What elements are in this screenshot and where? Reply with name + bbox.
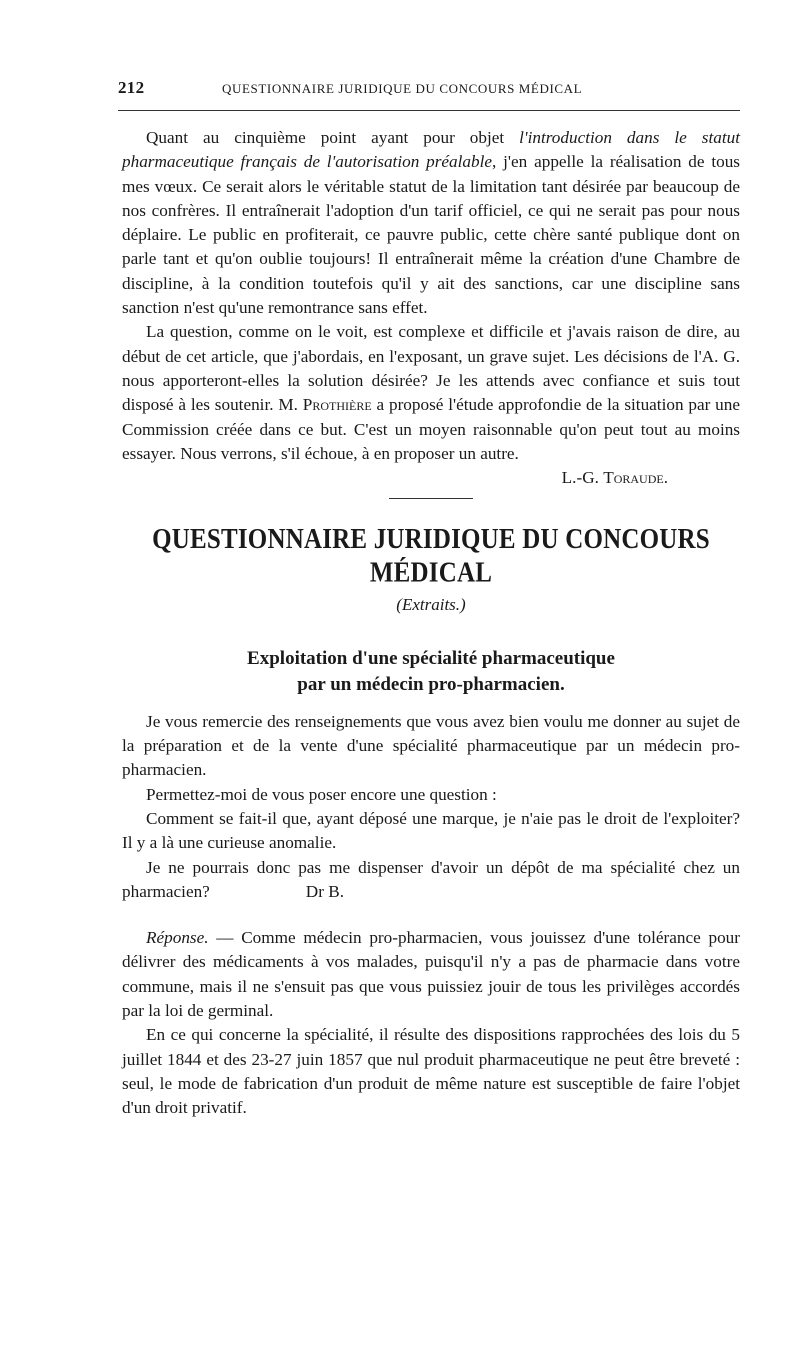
answer-label: Réponse.	[146, 928, 209, 948]
article-title-line-1: Exploitation d'une spécialité pharmaceutique	[247, 647, 615, 669]
intro-p1-emphasis: l'introduction dans le statut pharmaceutique français de l'autorisation préalable	[122, 128, 740, 172]
intro-p2-text-a: La question, comme on le voit, est complexe et difficile et j'avais raison de dire, au début de cet article, que j'abordais, en l'exposant, un grave sujet. Les décisions de l'A. G. nous apporteront-elles la solution désirée? Je les attends avec confiance et suis tout disposé à les soutenir. M.	[122, 322, 740, 415]
question-paragraph-4	[122, 856, 740, 905]
subtitle-open-paren: (	[396, 595, 402, 615]
section-title: QUESTIONNAIRE JURIDIQUE DU CONCOURS MÉDICAL	[152, 524, 710, 589]
article-title	[122, 646, 740, 698]
question-signature: Dr B.	[305, 881, 344, 901]
subtitle-text: Extraits.	[401, 595, 461, 615]
article-title-line-2: par un médecin pro-pharmacien.	[297, 673, 565, 695]
answer-paragraph-1	[122, 926, 740, 1023]
page-number: 212	[118, 78, 145, 97]
question-4-text: Je ne pourrais donc pas me dispenser d'avoir un dépôt de ma spécialité chez un pharmacien?	[122, 857, 740, 901]
signature-initials: L.-G.	[561, 468, 604, 488]
running-head: QUESTIONNAIRE JURIDIQUE DU CONCOURS MÉDICAL	[222, 81, 583, 96]
paragraph-spacer	[122, 904, 740, 926]
intro-signature	[122, 466, 740, 490]
section-divider	[389, 498, 473, 499]
intro-paragraph-1	[122, 126, 740, 320]
article-body	[122, 710, 740, 1121]
intro-p1-text-b: , j'en appelle la réalisation de tous mes vœux. Ce serait alors le véritable statut de la limitation tant désirée par beaucoup de nos confrères. Il entraînerait l'adoption d'un tarif officiel, ce qui ne serait pas pour nous déplaire. Le public en profiterait, ce pauvre public, cette chère santé publique dont on parle tant et qu'on oublie toujours! Il entraînerait même la création d'une Chambre de discipline, à la condition toutefois qu'il y ait des sanctions, car une discipline sans sanction n'est qu'une remontrance sans effet.	[122, 152, 740, 318]
page-header	[118, 78, 740, 102]
question-paragraph-1: Je vous remercie des renseignements que vous avez bien voulu me donner au sujet de la préparation et de la vente d'une spécialité pharmaceutique par un médecin pro-pharmacien.	[122, 711, 740, 780]
answer-1-text: — Comme médecin pro-pharmacien, vous jouissez d'une tolérance pour délivrer des médicaments à vos malades, puisqu'il n'y a pas de pharmacie dans votre commune, mais il ne s'ensuit pas que vous puissiez jouir de tous les privilèges accordés par la loi de germinal.	[122, 928, 740, 1021]
section-subtitle	[122, 593, 740, 617]
answer-paragraph-2: En ce qui concerne la spécialité, il résulte des dispositions rapprochées des lois du 5 juillet 1844 et des 23-27 juin 1857 que nul produit pharmaceutique ne peut être breveté : seul, le mode de fabrication d'un produit de même nature est susceptible de faire l'objet d'un droit privatif.	[122, 1025, 740, 1118]
intro-p2-text-b: a proposé l'étude approfondie de la situation par une Commission créée dans ce but. C'est un moyen raisonnable qu'on peut tout au moins essayer. Nous verrons, s'il échoue, à en proposer un autre.	[122, 395, 740, 463]
intro-paragraph-2	[122, 320, 740, 466]
page-body	[122, 126, 740, 1121]
signature-name: Toraude.	[603, 468, 668, 488]
question-paragraph-2: Permettez-moi de vous poser encore une question :	[146, 784, 497, 804]
intro-p1-text-a: Quant au cinquième point ayant pour objet	[146, 128, 520, 147]
subtitle-close-paren: )	[460, 595, 466, 615]
intro-p2-name: Prothière	[302, 395, 372, 415]
header-rule	[118, 110, 740, 111]
question-paragraph-3: Comment se fait-il que, ayant déposé une marque, je n'aie pas le droit de l'exploiter? Il y a là une curieuse anomalie.	[122, 808, 740, 853]
